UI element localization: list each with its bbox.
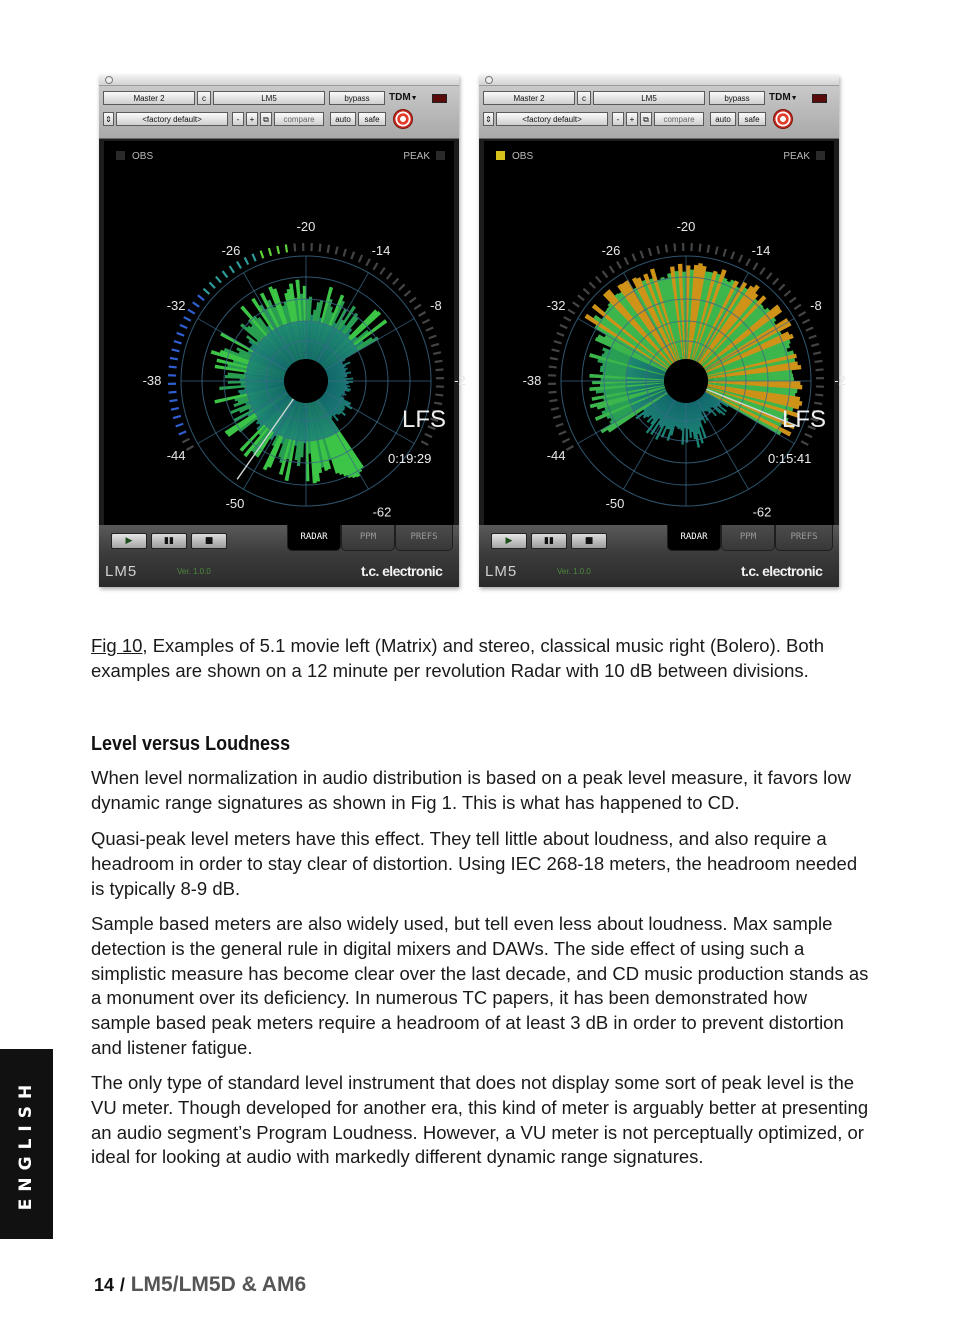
radar-display [484,141,846,525]
radar-center [664,359,708,403]
obs-label: OBS [512,151,534,162]
tdm-label: TDM [389,92,411,103]
scale-tick [193,302,200,307]
scale-label: -26 [601,243,621,259]
track-selector[interactable]: Master 2 [103,91,195,105]
scale-tick [578,295,584,300]
scale-tick [700,244,701,252]
scale-tick [198,295,204,300]
scale-tick [815,361,823,362]
tab-radar[interactable]: RADAR [667,525,721,551]
scale-tick [431,344,439,346]
track-mode-button[interactable]: c [197,91,211,105]
scale-label: -2 [834,373,846,388]
scale-label: -50 [225,495,245,511]
scale-tick [203,289,209,294]
scale-tick [169,400,177,401]
tab-ppm[interactable]: PPM [721,525,775,551]
scale-tick [168,392,176,393]
lm5-plugin-window-left [99,75,466,587]
scale-tick [380,268,385,275]
language-side-tab [0,1049,53,1239]
scale-tick [182,439,189,443]
elapsed-time: 0:15:41 [768,451,812,466]
caption-text: , Examples of 5.1 movie left (Matrix) and stereo, classical music right (Bolero). Both examples are shown on a 12 minute per revolution Radar with 10 dB between divisions. [91,635,825,681]
scale-label: -20 [296,219,316,234]
scale-tick [422,320,429,324]
scale-tick [760,268,765,275]
paragraph-4: The only type of standard level instrument that does not display some sort of peak level is the VU meter. Though developed for another era, this kind of meter is arguably better at presenting an audio segment’s Program Loudness. However, a VU meter is not perceptually optimized, or ideal for looking at audio with markedly different dynamic range signatures. [91,1072,869,1168]
scale-tick [794,305,801,309]
scale-tick [708,245,709,253]
preset-next-button[interactable]: + [626,112,638,126]
scale-tick [373,263,377,270]
preset-selector[interactable]: <factory default> [496,112,608,126]
scale-tick [589,282,595,288]
host-toolbar [99,86,459,139]
stop-button[interactable]: ■ [571,533,607,549]
scale-tick [237,261,241,268]
scale-tick [387,273,392,279]
play-button[interactable]: ▶ [491,533,527,549]
scale-tick [806,328,813,331]
scale-tick [359,255,362,262]
scale-label: -44 [546,448,566,463]
scale-tick [188,310,195,314]
scale-tick [548,392,556,393]
scale-tick [564,317,571,321]
version-label: Ver. 1.0.0 [557,567,591,576]
scale-tick [617,261,621,268]
scale-tick [556,424,564,427]
scale-tick [429,336,437,339]
scale-tick [603,271,608,277]
scale-label: -8 [810,298,822,313]
scale-tick [180,325,187,328]
peak-led-icon [816,151,825,160]
tc-electronic-logo-icon [393,109,413,129]
obs-led-icon [496,151,505,160]
scale-tick [421,441,428,445]
scale-tick [625,257,629,264]
bypass-button[interactable]: bypass [329,91,385,105]
scale-tick [583,289,589,294]
scale-tick [171,408,179,410]
scale-tick [666,244,667,252]
scale-tick [294,243,295,251]
scale-tick [813,352,821,354]
scale-tick [434,403,442,404]
clip-led-indicator [432,94,447,103]
scale-label: -14 [371,243,391,259]
plugin-footer [99,525,459,587]
scale-tick [344,249,346,257]
language-label: ENGLISH [16,1077,36,1211]
scale-tick [674,243,675,251]
scale-tick [746,259,750,266]
tab-ppm[interactable]: PPM [341,525,395,551]
scale-tick [436,369,444,370]
figure-caption [91,634,871,684]
scale-tick [753,263,757,270]
scale-tick [657,246,659,254]
safe-button[interactable]: safe [358,112,386,126]
scale-tick [261,251,264,259]
scale-tick [816,369,824,370]
brand-logo: t.c. electronic [741,563,823,579]
scale-tick [549,367,557,368]
scale-tick [435,395,443,396]
scale-tick [551,408,559,410]
scale-tick [253,254,256,261]
scale-label: -38 [522,373,542,388]
scale-tick [399,284,405,290]
scale-tick [724,249,726,257]
scale-tick [573,302,580,307]
scale-tick [815,395,823,396]
preset-prev-button[interactable]: - [612,112,624,126]
window-close-icon[interactable] [105,76,113,84]
tc-electronic-logo-icon [773,109,793,129]
obs-led-icon [116,151,125,160]
paragraph-1: When level normalization in audio distribution is based on a peak level measure, it favors low dynamic range signatures as shown in Fig 1. This is what has happened to CD. [91,767,851,813]
scale-label: -62 [752,504,772,520]
scale-tick [286,244,287,252]
scale-tick [209,282,215,288]
product-name: LM5 [105,563,138,580]
version-label: Ver. 1.0.0 [177,567,211,576]
peak-label: PEAK [783,151,810,162]
preset-stepper-icon[interactable]: ⇕ [103,112,114,126]
scale-label: -32 [546,298,566,313]
scale-label: -62 [372,504,392,520]
scale-tick [802,320,809,324]
scale-tick [559,431,566,434]
paragraph-3: Sample based meters are also widely used, but tell even less about loudness. Max sample detection is the general rule in digital mixers and DAWs. The side effect of using such a simplistic measure has become clear over the last decade, and CD music production stands as a monument over its deficiency. In numerous TC papers, it has been demonstrated how sample based peak meters require a headroom of at least 3 dB in order to prevent distortion and listener fatigue. [91,913,869,1058]
scale-tick [814,403,822,404]
scale-tick [779,284,785,290]
preset-stepper-icon[interactable]: ⇕ [483,112,494,126]
scale-label: -14 [751,243,771,259]
scale-tick [568,310,575,314]
copy-settings-icon[interactable]: ⧉ [640,112,652,126]
pause-button[interactable]: ▮▮ [151,533,187,549]
scale-label: -38 [142,373,162,388]
scale-label: -20 [676,219,696,234]
scale-tick [596,277,601,283]
compare-button[interactable]: compare [654,112,704,126]
play-button[interactable]: ▶ [111,533,147,549]
track-selector[interactable]: Master 2 [483,91,575,105]
lm5-plugin-window-right [479,75,846,587]
chevron-down-icon: ▼ [410,95,418,102]
scale-tick [641,251,644,259]
scale-tick [610,266,614,273]
radar-center [284,359,328,403]
scale-tick [174,341,182,343]
scale-label: -50 [605,495,625,511]
scale-tick [425,434,432,437]
brand-logo: t.c. electronic [361,563,443,579]
track-mode-button[interactable]: c [577,91,591,105]
scale-tick [566,446,573,450]
scale-tick [230,266,234,273]
scale-tick [560,325,567,328]
loudness-mode-label: LFS [782,406,827,433]
product-name: LM5 [485,563,518,580]
scale-tick [169,367,177,368]
peak-label: PEAK [403,151,430,162]
scale-tick [393,278,398,284]
scale-tick [433,352,441,354]
scale-tick [366,259,370,266]
scale-label: -44 [166,448,186,463]
scale-tick [170,358,178,359]
scale-tick [552,349,560,351]
scale-tick [320,244,321,252]
copy-settings-icon[interactable]: ⧉ [260,112,272,126]
peak-led-icon [436,151,445,160]
scale-tick [799,312,806,316]
safe-button[interactable]: safe [738,112,766,126]
scale-tick [419,312,426,316]
plugin-selector[interactable]: LM5 [593,91,705,105]
loudness-radar [104,141,466,525]
chevron-down-icon: ▼ [790,95,798,102]
scale-tick [731,252,734,259]
window-titlebar [479,75,839,86]
scale-tick [177,333,184,336]
scale-tick [811,344,819,346]
tdm-label: TDM [769,92,791,103]
tdm-format-menu[interactable] [769,92,798,103]
scale-tick [173,416,181,418]
scale-label: -26 [221,243,241,259]
figure-reference-link[interactable]: Fig 10 [91,635,143,656]
loudness-mode-label: LFS [402,406,447,433]
radar-display [104,141,466,525]
stop-button[interactable]: ■ [191,533,227,549]
clip-led-indicator [812,94,827,103]
scale-tick [790,298,796,303]
scale-tick [172,349,180,351]
preset-selector[interactable]: <factory default> [116,112,228,126]
tdm-format-menu[interactable] [389,92,418,103]
scale-tick [549,400,557,401]
host-toolbar [479,86,839,139]
scale-tick [767,273,772,279]
window-close-icon[interactable] [485,76,493,84]
automation-button[interactable]: auto [710,112,736,126]
scale-tick [426,328,433,331]
scale-tick [554,341,562,343]
scale-tick [805,434,812,437]
scale-label: -32 [166,298,186,313]
scale-tick [351,252,354,259]
tab-prefs[interactable]: PREFS [775,525,833,551]
obs-label: OBS [132,151,154,162]
scale-tick [410,298,416,303]
scale-tick [553,416,561,418]
pause-button[interactable]: ▮▮ [531,533,567,549]
tab-prefs[interactable]: PREFS [395,525,453,551]
scale-tick [809,336,817,339]
automation-button[interactable]: auto [330,112,356,126]
page-footer [94,1273,306,1297]
compare-button[interactable]: compare [274,112,324,126]
scale-tick [245,257,249,264]
paragraph-2: Quasi-peak level meters have this effect. They tell little about loudness, and also require a headroom in order to stay clear of distortion. Using IEC 268-18 meters, the headroom needed is typically 8-9 dB. [91,828,858,899]
scale-tick [773,278,778,284]
scale-tick [550,358,558,359]
scale-tick [269,248,271,256]
scale-tick [336,247,338,255]
scale-tick [801,441,808,445]
elapsed-time: 0:19:29 [388,451,432,466]
scale-label: -8 [430,298,442,313]
scale-tick [633,254,636,261]
scale-tick [176,424,184,427]
scale-tick [184,317,191,321]
loudness-radar [484,141,846,525]
preset-prev-button[interactable]: - [232,112,244,126]
window-titlebar [99,75,459,86]
scale-tick [562,439,569,443]
tab-radar[interactable]: RADAR [287,525,341,551]
scale-tick [179,431,186,434]
footer-product-name: LM5/LM5D & AM6 [130,1273,307,1296]
scale-tick [557,333,564,336]
plugin-footer [479,525,839,587]
scale-tick [739,255,742,262]
scale-tick [784,291,790,296]
scale-tick [414,305,421,309]
preset-next-button[interactable]: + [246,112,258,126]
scale-tick [277,246,279,254]
scale-label: -2 [454,373,466,388]
scale-tick [649,248,651,256]
bypass-button[interactable]: bypass [709,91,765,105]
scale-tick [716,247,718,255]
scale-tick [404,291,410,296]
scale-tick [216,277,221,283]
scale-tick [223,271,228,277]
scale-tick [328,245,329,253]
scale-tick [186,446,193,450]
section-heading: Level versus Loudness [91,733,291,755]
scale-tick [435,361,443,362]
page-number: 14 [94,1275,115,1295]
footer-separator: / [119,1275,125,1295]
plugin-selector[interactable]: LM5 [213,91,325,105]
